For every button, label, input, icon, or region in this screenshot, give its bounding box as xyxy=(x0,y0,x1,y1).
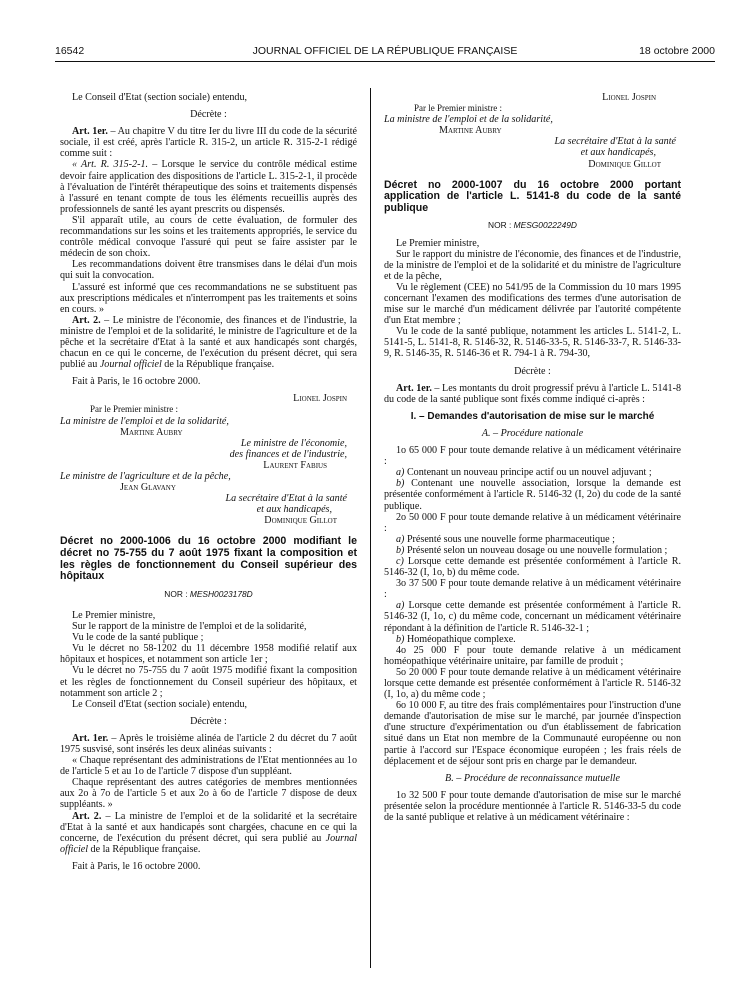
secretaire-sante-2: et aux handicapés, xyxy=(256,504,332,516)
premier-ministre-r: Le Premier ministre, xyxy=(396,237,480,249)
decrete-heading-2: Décrète : xyxy=(190,715,227,727)
fait-a-paris-2: Fait à Paris, le 16 octobre 2000. xyxy=(72,860,201,872)
item-1a: a) Contenant un nouveau principe actif ou un nouvel adjuvant ; xyxy=(396,467,652,479)
premier-ministre: Le Premier ministre, xyxy=(72,609,156,621)
d2-article-2-label: Art. 2. xyxy=(72,810,102,822)
vu-code: Vu le code de la santé publique ; xyxy=(72,632,204,644)
item-3b: b) Homéopathique complexe. xyxy=(396,633,516,645)
ministre-emploi-r: La ministre de l'emploi et de la solidarité, xyxy=(384,114,553,126)
subsection-a-heading: A. – Procédure nationale xyxy=(481,427,584,439)
article-2: Art. 2. – Le ministre de l'économie, des finances et de l'industrie, la ministre de l'emploi et de la solidarité, le ministre de l'agriculture et de la pêche et la secrétaire d'Etat à la santé et aux handicapés sont chargés, chacun en ce qui le concerne, de l'exécution du présent décret, qui sera publié au Journal officiel de la République française. xyxy=(60,314,358,371)
item-4: 4o 25 000 F pour toute demande relative à un médicament homéopathique vétérinaire unitaire, par famille de produit ; xyxy=(384,644,681,667)
vu-decret-1958: Vu le décret no 58-1202 du 11 décembre 1958 modifié relatif aux hôpitaux et hospices, et notamment son article 1er ; xyxy=(60,643,357,666)
left-column xyxy=(60,92,357,872)
par-premier-ministre-r: Par le Premier ministre : xyxy=(414,103,502,114)
decrete-heading: Décrète : xyxy=(190,109,227,121)
par-premier-ministre: Par le Premier ministre : xyxy=(90,404,178,415)
nor-code-r: MESG0022249D xyxy=(513,220,577,231)
item-3: 3o 37 500 F pour toute demande relative à un médicament vétérinaire : xyxy=(384,578,681,601)
secretaire-sante-r2: et aux handicapés, xyxy=(580,147,656,159)
vu-code-sante: Vu le code de la santé publique, notamment les articles L. 5141-2, L. 5141-5, L. 5141-8, R. 5146-32, R. 5146-33-5, R. 5146-33-7, R. 5146-33-9, R. 5146-35, R. 5146-36 et R. 794-1 à R. 794-30, xyxy=(384,326,681,360)
right-column xyxy=(384,92,681,823)
ministre-economie-2: des finances et de l'industrie, xyxy=(229,448,347,460)
item-b1: 1o 32 500 F pour toute demande d'autorisation de mise sur le marché présentée selon la procédure mentionnée à l'article R. 5146-33-5 du code de la santé publique et relative à un médicament vétérinaire : xyxy=(384,789,681,824)
decrete-heading-r: Décrète : xyxy=(514,365,551,377)
page-number: 16542 xyxy=(55,45,85,57)
item-6: 6o 10 000 F, au titre des frais complémentaires pour l'instruction d'une demande d'autorisation de mise sur le marché, par journée d'inspection d'une structure d'expérimentation ou d'un établissement de fabrication situé dans un Etat non membre de la Communauté européenne ou non partie à l'accord sur l'Espace économique européen ; les frais réels de déplacement et de séjour sont pris en charge par le demandeur. xyxy=(384,700,681,767)
header-rule xyxy=(55,61,715,62)
item-2b: b) Présenté selon un nouveau dosage ou une nouvelle formulation ; xyxy=(396,544,668,556)
article-r315-label: « Art. R. 315-2-1. xyxy=(72,159,149,171)
item-2a: a) Présenté sous une nouvelle forme pharmaceutique ; xyxy=(396,533,615,545)
paragraph-3: Les recommandations doivent être transmises dans le délai d'un mois qui suit la convocation. xyxy=(60,259,357,282)
d2-article-1: Art. 1er. – Après le troisième alinéa de l'article 2 du décret du 7 août 1975 susvisé, sont insérés les deux alinéas suivants : xyxy=(60,732,357,755)
paragraph-2: S'il apparaît utile, au cours de cette évaluation, de formuler des recommandations sur les soins et les traitements appropriés, le service du contrôle médical convoque l'assuré qui peut se faire assister par le médecin de son choix. xyxy=(60,214,357,260)
conseil-entendu: Le Conseil d'Etat (section sociale) entendu, xyxy=(72,92,248,103)
article-1: Art. 1er. – Au chapitre V du titre Ier du livre III du code de la sécurité sociale, il est créé, après l'article R. 315-2, un article R. 315-2-1 rédigé comme suit : xyxy=(60,126,358,160)
journal-title: JOURNAL OFFICIEL DE LA RÉPUBLIQUE FRANÇAISE xyxy=(252,45,518,57)
column-divider xyxy=(370,88,371,968)
decret-2000-1006-title: Décret no 2000-1006 du 16 octobre 2000 modifiant le décret no 75-755 du 7 août 1975 fixant la composition et les règles de fonctionnement du Conseil supérieur des hôpitaux xyxy=(60,535,357,583)
article-1-label: Art. 1er. xyxy=(72,126,108,138)
vu-reglement: Vu le règlement (CEE) no 541/95 de la Commission du 10 mars 1995 concernant l'examen des modifications des termes d'une autorisation de mise sur le marché d'un médicament délivrée par l'autorité compétente d'un Etat membre ; xyxy=(384,281,681,327)
ministre-emploi: La ministre de l'emploi et de la solidarité, xyxy=(60,415,229,427)
signature-aubry: Martine Aubry xyxy=(120,426,183,438)
d2-article-2: Art. 2. – La ministre de l'emploi et de la solidarité et la secrétaire d'Etat à la santé et aux handicapés sont chargées, chacune en ce qui la concerne, de l'exécution du présent décret, qui sera publié au Journal officiel de la République française. xyxy=(60,810,357,855)
item-2: 2o 50 000 F pour toute demande relative à un médicament vétérinaire : xyxy=(384,511,681,534)
signature-fabius: Laurent Fabius xyxy=(263,459,327,471)
item-1: 1o 65 000 F pour toute demande relative à un médicament vétérinaire : xyxy=(384,445,681,468)
signature-gillot-r: Dominique Gillot xyxy=(588,158,661,170)
nor-reference: NOR : MESH0023178D xyxy=(164,588,253,599)
item-2c: c) Lorsque cette demande est présentée conformément à l'article R. 5146-32 (I, 1o, b) du même code. xyxy=(384,555,681,579)
subsection-b-heading: B. – Procédure de reconnaissance mutuelle xyxy=(445,772,620,784)
sur-rapport: Sur le rapport de la ministre de l'emploi et de la solidarité, xyxy=(72,621,307,633)
sur-rapport-r: Sur le rapport du ministre de l'économie, des finances et de l'industrie, de la ministre de l'emploi et de la solidarité et du ministre de l'agriculture et de la pêche, xyxy=(384,248,681,282)
article-2-label: Art. 2. xyxy=(72,314,101,326)
secretaire-sante-1: La secrétaire d'Etat à la santé xyxy=(225,493,347,505)
item-1b: b) Contenant une nouvelle association, lorsque la demande est présentée conformément à l'article R. 5146-32 (I, 2o) du code de la santé publique. xyxy=(384,478,681,512)
ministre-agriculture: Le ministre de l'agriculture et de la pêche, xyxy=(60,471,231,482)
decret-2000-1007-title: Décret no 2000-1007 du 16 octobre 2000 portant application de l'article L. 5141-8 du code de la santé publique xyxy=(384,178,681,214)
secretaire-sante-r1: La secrétaire d'Etat à la santé xyxy=(554,136,676,148)
signature-jospin: Lionel Jospin xyxy=(293,393,347,405)
d3-article-1-label: Art. 1er. xyxy=(396,382,432,394)
fait-a-paris: Fait à Paris, le 16 octobre 2000. xyxy=(72,376,201,388)
ministre-economie-1: Le ministre de l'économie, xyxy=(240,437,347,449)
section-1-heading: I. – Demandes d'autorisation de mise sur le marché xyxy=(410,410,655,422)
paragraph-4: L'assuré est informé que ces recommandations ne se substituent pas aux prescriptions médicales et n'interrompent pas les traitements et soins en cours. » xyxy=(60,281,357,315)
signature-jospin-r: Lionel Jospin xyxy=(602,92,656,103)
d2-quote-1: « Chaque représentant des administrations de l'Etat mentionnées au 1o de l'article 5 et au 1o de l'article 7 dispose d'un suppléant. xyxy=(60,755,357,778)
nor-reference-r: NOR : MESG0022249D xyxy=(488,220,577,231)
article-r315-quote: « Art. R. 315-2-1. – Lorsque le service du contrôle médical estime devoir faire application des dispositions de l'article L. 315-2-1, il procède à l'évaluation de l'intérêt thérapeutique des soins et traitements dispensés à l'assuré en tenant compte de tous les éléments recueillis auprès des professionnels de santé les ayant prescrits ou dispensés. xyxy=(60,159,357,215)
d2-quote-2: Chaque représentant des autres catégories de membres mentionnées aux 2o à 7o de l'article 5 et aux 2o à 6o de l'article 7 dispose de deux suppléants. » xyxy=(60,777,357,811)
nor-code: MESH0023178D xyxy=(189,588,253,599)
d3-article-1: Art. 1er. – Les montants du droit progressif prévu à l'article L. 5141-8 du code de la santé publique sont fixés comme indiqué ci-après : xyxy=(384,382,681,405)
page-header xyxy=(55,45,715,65)
item-5: 5o 20 000 F pour toute demande relative à un médicament vétérinaire lorsque cette demande est présentée conformément à l'article R. 5146-32 (I, 1o, a) du même code ; xyxy=(384,666,681,701)
signature-gillot: Dominique Gillot xyxy=(264,515,337,527)
issue-date: 18 octobre 2000 xyxy=(639,45,715,57)
conseil-entendu-2: Le Conseil d'Etat (section sociale) entendu, xyxy=(72,698,248,710)
item-3a: a) Lorsque cette demande est présentée conformément à l'article R. 5146-32 (I, 1o, c) du même code, concernant un médicament vétérinaire répondant à la définition de l'article R. 5146-32-1 ; xyxy=(384,600,681,634)
d2-article-1-label: Art. 1er. xyxy=(72,732,109,744)
signature-glavany: Jean Glavany xyxy=(120,482,176,494)
signature-aubry-r: Martine Aubry xyxy=(439,125,502,137)
vu-decret-1975: Vu le décret no 75-755 du 7 août 1975 modifié fixant la composition et les règles de fonctionnement du Conseil supérieur des hôpitaux, et notamment son article 2 ; xyxy=(60,665,357,699)
